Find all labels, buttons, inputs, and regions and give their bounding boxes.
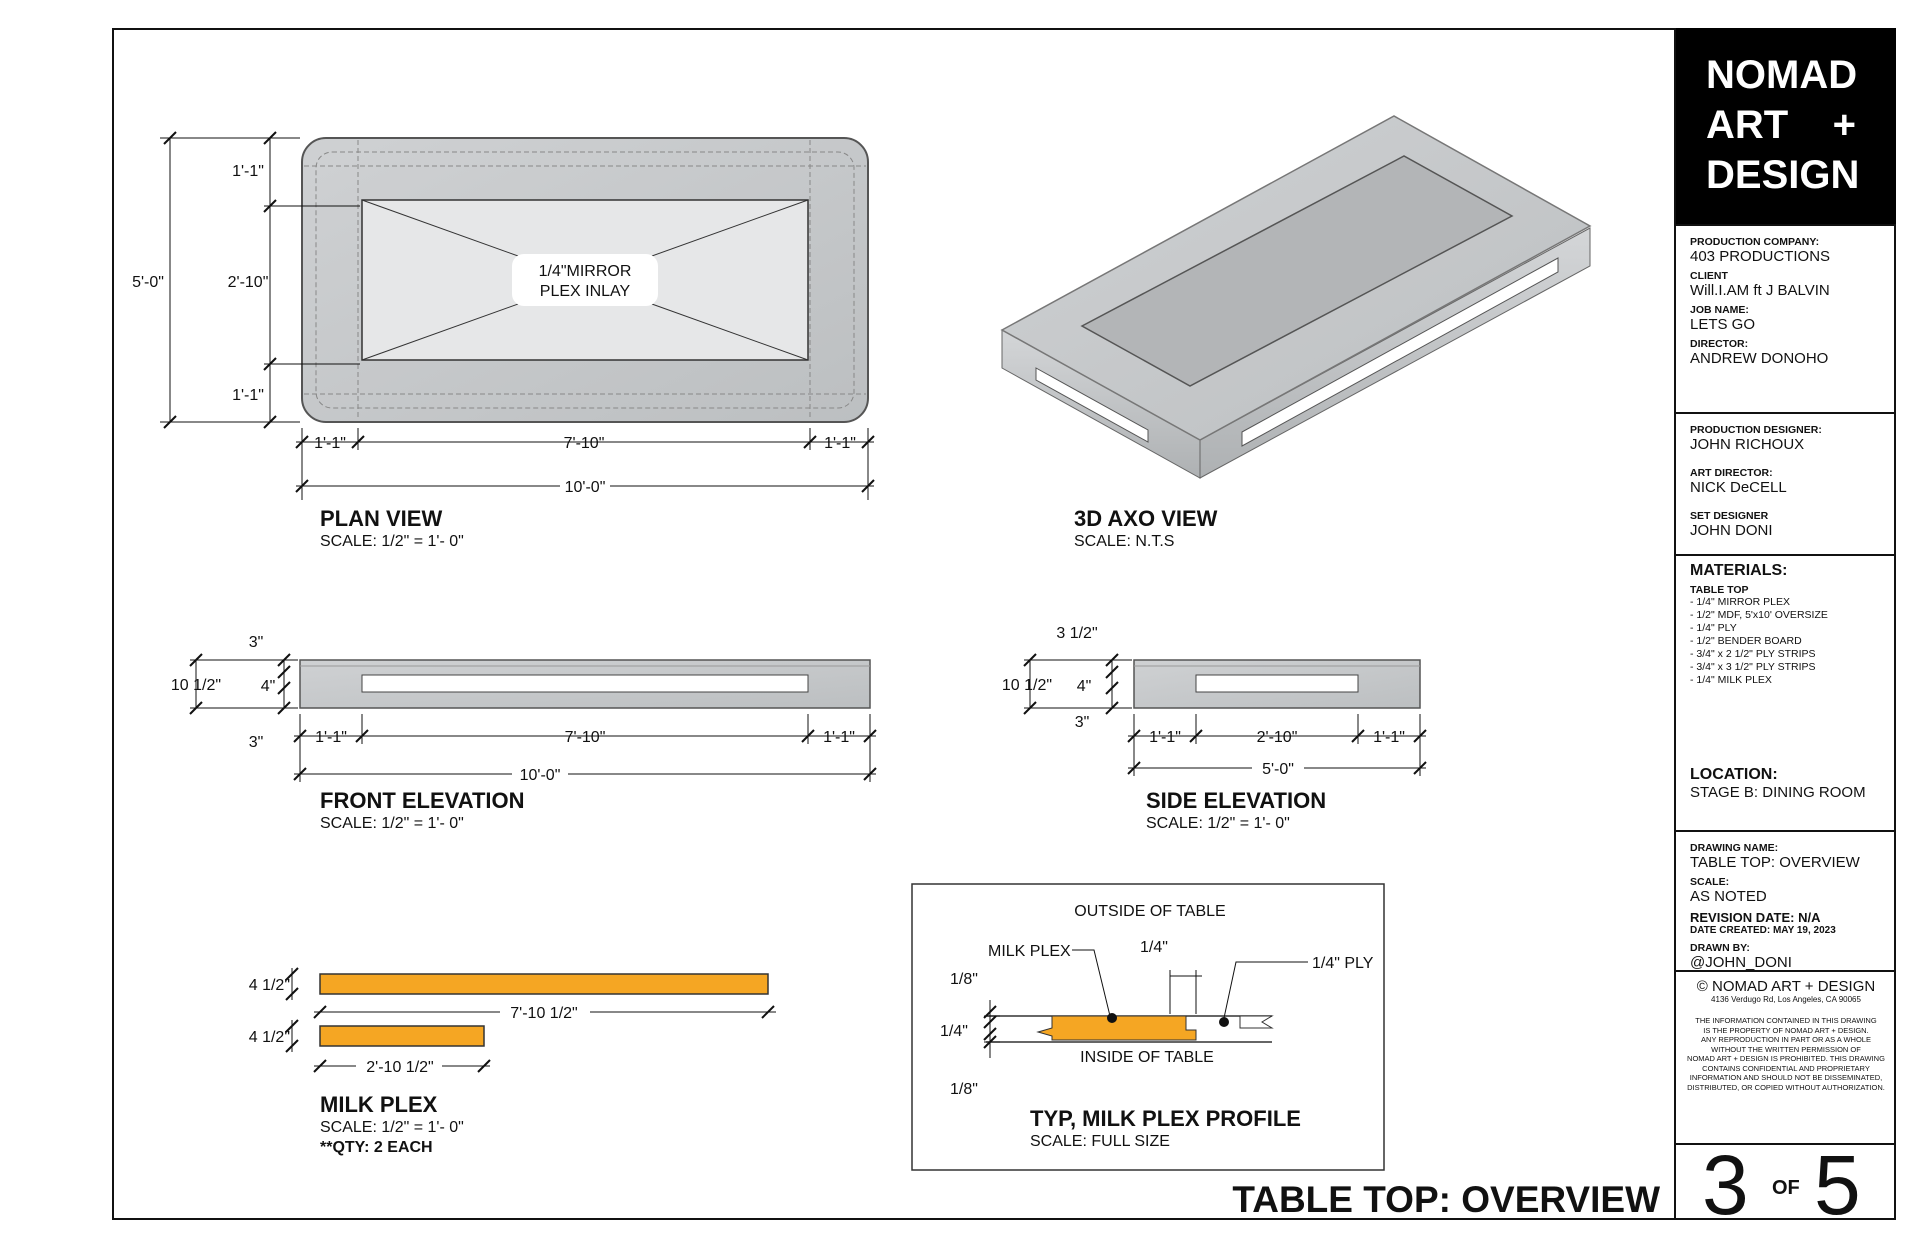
profile-milk-plex-label: MILK PLEX: [988, 943, 1071, 960]
profile-quarter-left: 1/4": [940, 1023, 968, 1040]
logo-line-1: NOMAD: [1706, 53, 1858, 97]
title-block: [1674, 28, 1896, 1232]
plan-view-scale: SCALE: 1/2" = 1'- 0": [320, 533, 464, 550]
profile-ply-dot: [1219, 1017, 1229, 1027]
front-dim-overall: 10'-0": [519, 767, 561, 784]
plan-view: [132, 132, 874, 550]
side-dim-top: 3 1/2": [1056, 625, 1098, 642]
production-company-label: PRODUCTION COMPANY:: [1690, 236, 1820, 248]
front-dim-height: 10 1/2": [170, 677, 222, 694]
disclaimer-line: DISTRIBUTED, OR COPIED WITHOUT AUTHORIZATION.: [1687, 1082, 1885, 1092]
material-item: - 1/4" PLY: [1690, 622, 1737, 634]
materials-section: [1676, 554, 1896, 830]
director: ANDREW DONOHO: [1690, 350, 1829, 367]
side-elevation-scale: SCALE: 1/2" = 1'- 0": [1146, 815, 1290, 832]
art-director-label: ART DIRECTOR:: [1690, 467, 1773, 479]
revision-date: REVISION DATE: N/A: [1690, 910, 1821, 925]
drawn-by-label: DRAWN BY:: [1690, 942, 1750, 954]
milk-plex-profile: [912, 884, 1384, 1170]
material-item: - 1/4" MIRROR PLEX: [1690, 596, 1791, 608]
front-elevation-title: FRONT ELEVATION: [320, 788, 525, 813]
location-label: LOCATION:: [1690, 766, 1778, 783]
page-current: 3: [1702, 1138, 1749, 1232]
plan-inlay-label-1: 1/4"MIRROR: [538, 263, 632, 280]
profile-eighth-top: 1/8": [950, 971, 978, 988]
plan-dim-center: 7'-10": [563, 435, 605, 452]
front-elevation-scale: SCALE: 1/2" = 1'- 0": [320, 815, 464, 832]
drawing-name-label: DRAWING NAME:: [1690, 842, 1779, 854]
location: STAGE B: DINING ROOM: [1690, 784, 1866, 801]
copyright-section: [1676, 970, 1896, 1143]
milk-plex-short-height: 4 1/2": [248, 1029, 290, 1046]
milk-plex: [249, 968, 776, 1156]
disclaimer-line: THE INFORMATION CONTAINED IN THIS DRAWING: [1695, 1016, 1877, 1025]
profile-milk-plex-dot: [1107, 1013, 1117, 1023]
profile-milk-plex: [1038, 1016, 1196, 1040]
side-dim-left: 1'-1": [1149, 729, 1181, 746]
side-dim-bottom: 3": [1074, 714, 1090, 731]
side-dim-slot: 4": [1076, 678, 1092, 695]
front-dim-top: 3": [248, 634, 264, 651]
milk-plex-long-length: 7'-10 1/2": [510, 1005, 578, 1022]
profile-ply-label: 1/4" PLY: [1312, 955, 1374, 972]
milk-plex-title: MILK PLEX: [320, 1092, 438, 1117]
profile-eighth-bottom: 1/8": [950, 1081, 978, 1098]
side-elevation-title: SIDE ELEVATION: [1146, 788, 1327, 813]
plan-dim-overall-width: 10'-0": [564, 479, 606, 496]
production-company: 403 PRODUCTIONS: [1690, 248, 1831, 265]
front-elev-slot: [362, 675, 808, 692]
set-designer: JOHN DONI: [1690, 522, 1773, 539]
materials-group: TABLE TOP: [1690, 584, 1749, 596]
milk-plex-scale: SCALE: 1/2" = 1'- 0": [320, 1119, 464, 1136]
milk-plex-qty: **QTY: 2 EACH: [320, 1139, 433, 1156]
drawn-by: @JOHN_DONI: [1690, 954, 1792, 971]
plan-dim-top: 1'-1": [232, 163, 264, 180]
plan-dim-middle: 2'-10": [227, 274, 269, 291]
page-total: 5: [1814, 1138, 1861, 1232]
plan-dim-right: 1'-1": [824, 435, 856, 452]
disclaimer-line: ANY REPRODUCTION IN PART OR AS A WHOLE: [1701, 1035, 1871, 1044]
production-info: [1676, 224, 1896, 412]
drawing-name: TABLE TOP: OVERVIEW: [1690, 854, 1860, 871]
milk-plex-short-strip: [320, 1026, 484, 1046]
side-dim-height: 10 1/2": [1001, 677, 1053, 694]
disclaimer-line: CONTAINS CONFIDENTIAL AND PROPRIETARY: [1702, 1063, 1870, 1073]
disclaimer-line: WITHOUT THE WRITTEN PERMISSION OF: [1711, 1044, 1861, 1054]
director-label: DIRECTOR:: [1690, 338, 1749, 350]
drawing-info: [1676, 830, 1896, 970]
front-dim-left: 1'-1": [315, 729, 347, 746]
copyright: © NOMAD ART + DESIGN: [1696, 978, 1876, 995]
material-item: - 3/4" x 3 1/2" PLY STRIPS: [1690, 661, 1816, 673]
milk-plex-long-strip: [320, 974, 768, 994]
material-item: - 1/4" MILK PLEX: [1690, 674, 1772, 686]
profile-title: TYP, MILK PLEX PROFILE: [1030, 1106, 1301, 1131]
production-designer: JOHN RICHOUX: [1690, 436, 1805, 453]
material-item: - 1/2" BENDER BOARD: [1690, 635, 1802, 647]
profile-inside-label: INSIDE OF TABLE: [1080, 1049, 1214, 1066]
axo-view-title: 3D AXO VIEW: [1074, 506, 1218, 531]
art-director: NICK DeCELL: [1690, 479, 1787, 496]
client: Will.I.AM ft J BALVIN: [1690, 282, 1830, 299]
material-item: - 1/2" MDF, 5'x10' OVERSIZE: [1690, 609, 1828, 621]
axo-view-scale: SCALE: N.T.S: [1074, 533, 1175, 550]
side-elev-slot: [1196, 675, 1358, 692]
logo-line-2: ART +: [1706, 103, 1857, 147]
plan-dim-overall-height: 5'-0": [132, 274, 164, 291]
plan-dim-left: 1'-1": [314, 435, 346, 452]
plan-dim-bottom: 1'-1": [232, 387, 264, 404]
materials-label: MATERIALS:: [1690, 562, 1788, 579]
side-dim-right: 1'-1": [1373, 729, 1405, 746]
production-designer-label: PRODUCTION DESIGNER:: [1690, 424, 1822, 436]
profile-outside-label: OUTSIDE OF TABLE: [1074, 903, 1226, 920]
logo-line-3: DESIGN: [1706, 153, 1860, 197]
side-dim-overall: 5'-0": [1262, 761, 1294, 778]
set-designer-label: SET DESIGNER: [1690, 510, 1769, 522]
side-elevation: [1002, 625, 1426, 832]
scale-label: SCALE:: [1690, 876, 1730, 888]
plan-view-title: PLAN VIEW: [320, 506, 443, 531]
plan-inlay-label-2: PLEX INLAY: [539, 283, 631, 300]
page-of: OF: [1772, 1177, 1800, 1199]
front-elevation: [171, 634, 876, 832]
axo-view: [1002, 116, 1590, 550]
page-number: [1676, 1138, 1896, 1232]
profile-scale: SCALE: FULL SIZE: [1030, 1133, 1170, 1150]
front-dim-slot: 4": [260, 678, 276, 695]
side-dim-center: 2'-10": [1256, 729, 1298, 746]
disclaimer-line: IS THE PROPERTY OF NOMAD ART + DESIGN.: [1703, 1025, 1869, 1035]
sheet-title: TABLE TOP: OVERVIEW: [1232, 1179, 1660, 1220]
date-created: DATE CREATED: MAY 19, 2023: [1690, 925, 1836, 936]
company-logo: [1676, 28, 1896, 224]
address: 4136 Verdugo Rd, Los Angeles, CA 90065: [1711, 995, 1861, 1004]
front-dim-center: 7'-10": [564, 729, 606, 746]
job-name: LETS GO: [1690, 316, 1756, 333]
disclaimer-line: NOMAD ART + DESIGN IS PROHIBITED. THIS DRAWING: [1687, 1054, 1885, 1063]
scale-value: AS NOTED: [1690, 888, 1767, 905]
front-dim-bottom: 3": [248, 734, 264, 751]
design-team: [1676, 412, 1896, 554]
profile-quarter-label: 1/4": [1140, 939, 1168, 956]
milk-plex-short-length: 2'-10 1/2": [366, 1059, 434, 1076]
front-dim-right: 1'-1": [823, 729, 855, 746]
client-label: CLIENT: [1690, 270, 1728, 282]
job-name-label: JOB NAME:: [1690, 304, 1749, 316]
disclaimer-line: INFORMATION AND SHOULD NOT BE DISSEMINATED,: [1689, 1073, 1883, 1082]
material-item: - 3/4" x 2 1/2" PLY STRIPS: [1690, 648, 1816, 660]
milk-plex-long-height: 4 1/2": [248, 977, 290, 994]
